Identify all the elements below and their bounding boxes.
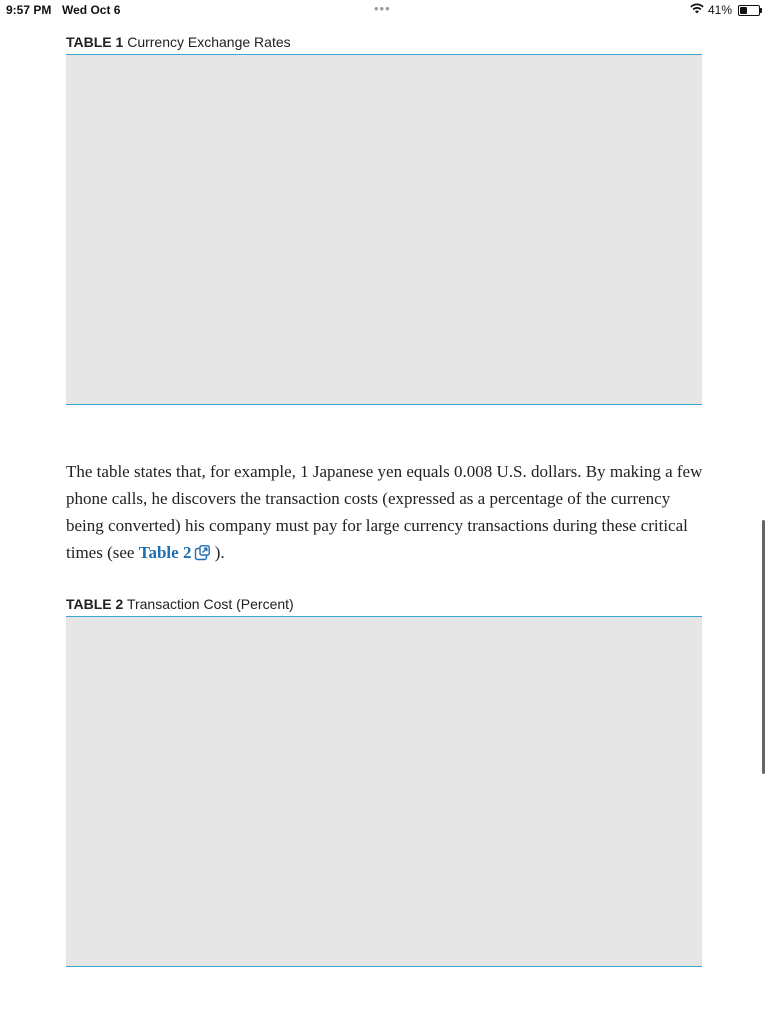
scrollbar[interactable]	[762, 520, 765, 774]
multitasking-dots-icon[interactable]: •••	[374, 1, 391, 16]
battery-icon	[738, 5, 760, 16]
table-header-row	[66, 65, 702, 101]
table-row	[66, 939, 702, 967]
table-row	[66, 744, 702, 780]
status-time: 9:57 PM	[6, 3, 52, 17]
table-row	[66, 299, 702, 335]
table2-caption-text: Transaction Cost (Percent)	[123, 596, 294, 612]
table-row	[66, 221, 702, 257]
table-row	[66, 666, 702, 702]
table-row	[66, 861, 702, 897]
status-right	[690, 3, 760, 17]
table-row	[66, 377, 702, 405]
external-link-icon	[194, 542, 210, 569]
wifi-icon	[690, 3, 704, 17]
paragraph-text: The table states that, for example, 1 Japanese yen equals 0.008 U.S. dollars. By making a few phone calls, he discovers the transaction costs (expressed as a percentage of the currency being converted) his company must pay for large currency transactions during these critical times (see	[66, 462, 703, 562]
table-row	[66, 783, 702, 819]
table-row	[66, 900, 702, 936]
table-row	[66, 104, 702, 140]
status-bar	[0, 0, 768, 20]
table1-caption	[66, 34, 291, 50]
transaction-cost-table	[66, 616, 702, 967]
table2-caption	[66, 596, 294, 612]
table1-caption-label: TABLE 1	[66, 34, 124, 50]
status-date: Wed Oct 6	[62, 3, 121, 17]
table2-caption-label: TABLE 2	[66, 596, 124, 612]
body-paragraph	[66, 458, 706, 569]
table-row	[66, 182, 702, 218]
table1-caption-text: Currency Exchange Rates	[123, 34, 291, 50]
table-row	[66, 705, 702, 741]
exchange-rate-table	[66, 54, 702, 405]
table2-link[interactable]	[139, 543, 211, 562]
paragraph-after: ).	[210, 543, 225, 562]
table-row	[66, 143, 702, 179]
table-header-row	[66, 627, 702, 663]
table-row	[66, 338, 702, 374]
table-row	[66, 260, 702, 296]
table2-link-text: Table 2	[138, 543, 192, 562]
battery-percent: 41%	[707, 3, 732, 17]
table-row	[66, 822, 702, 858]
